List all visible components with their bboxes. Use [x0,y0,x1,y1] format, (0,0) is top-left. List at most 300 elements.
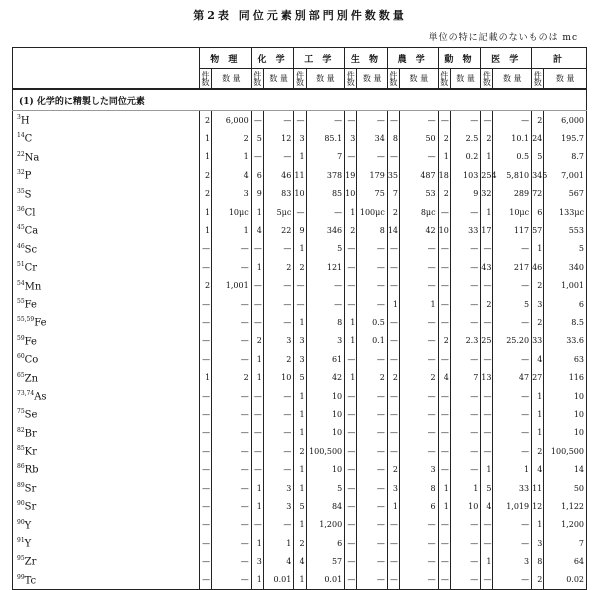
amount-cell: 195.7 [544,129,587,147]
amount-cell: 47 [493,368,532,386]
amount-cell: — [493,277,532,295]
amount-cell: 3 [212,185,252,203]
section-row [13,89,587,111]
count-cell: — [199,552,211,570]
count-cell: — [481,313,493,331]
mass-number: 89 [17,481,25,489]
amount-cell: 100,500 [544,442,587,460]
table-row [13,148,587,166]
amount-cell: — [493,387,532,405]
amount-cell: — [212,442,252,460]
count-cell: 14 [387,221,399,239]
mass-number: 60 [17,353,25,361]
element-symbol: Cr [24,262,38,274]
amount-cell: — [357,442,387,460]
count-cell: — [438,405,450,423]
amount-cell: 5 [306,240,345,258]
amount-cell: 1 [263,534,293,552]
count-cell: 32 [481,185,493,203]
amount-cell: — [450,350,480,368]
count-cell: — [199,534,211,552]
amount-cell: 2 [263,350,293,368]
amount-cell: — [450,295,480,313]
count-cell: — [481,516,493,534]
count-cell: 1 [199,203,211,221]
amount-cell: 0.01 [306,571,345,590]
isotope-cell [13,332,200,350]
amount-cell: 121 [306,258,345,276]
count-cell: — [294,277,306,295]
isotope-cell [13,442,200,460]
element-symbol: Fe [24,299,37,311]
amount-cell: 2 [357,368,387,386]
amount-cell: — [357,405,387,423]
count-cell: — [251,111,263,130]
mass-number: 55 [17,297,25,305]
table-row [13,460,587,478]
count-cell: — [251,148,263,166]
count-cell: 2 [199,277,211,295]
count-cell: — [199,405,211,423]
amount-cell: — [450,277,480,295]
amount-cell: 133μc [544,203,587,221]
mass-number: 86 [17,463,25,471]
mass-number: 35 [17,187,25,195]
count-cell: — [251,460,263,478]
count-cell: — [199,571,211,590]
count-cell: 1 [199,129,211,147]
count-cell: 1 [481,552,493,570]
mass-number: 14 [17,132,25,140]
mass-number: 55,59 [17,316,35,324]
amount-cell: — [212,571,252,590]
table-row [13,313,587,331]
count-cell: — [438,240,450,258]
count-cell: — [481,424,493,442]
subheader-amount: 数 量 [450,69,480,90]
amount-cell: 10μc [493,203,532,221]
amount-cell: — [450,405,480,423]
amount-cell: — [400,571,439,590]
subheader-amount: 数 量 [263,69,293,90]
unit-note: 単位の特に記載のないものは mc [428,33,578,43]
count-cell: 17 [481,221,493,239]
count-cell: — [438,277,450,295]
subheader-count: 件数 [481,69,493,90]
count-cell: 4 [294,552,306,570]
amount-cell: 1,001 [212,277,252,295]
amount-cell: — [212,552,252,570]
isotope-cell [13,368,200,386]
element-symbol: Zn [24,372,39,384]
count-cell: 1 [251,368,263,386]
isotope-cell [13,185,200,203]
element-symbol: Mn [24,280,42,292]
count-cell: 2 [387,203,399,221]
count-cell: — [199,479,211,497]
subheader-amount: 数 量 [212,69,252,90]
amount-cell: 33 [450,221,480,239]
count-cell: 4 [481,497,493,515]
amount-cell: 117 [493,221,532,239]
count-cell: 1 [251,203,263,221]
table-row [13,277,587,295]
count-cell: — [345,350,357,368]
count-cell: 1 [294,405,306,423]
amount-cell: 179 [357,166,387,184]
amount-cell: — [357,516,387,534]
count-cell: 1 [387,497,399,515]
mass-number: 59 [17,334,25,342]
element-symbol: Sc [24,244,38,256]
amount-cell: — [450,387,480,405]
amount-cell: — [263,405,293,423]
count-cell: 2 [251,332,263,350]
amount-cell: — [400,534,439,552]
count-cell: 1 [294,571,306,590]
count-cell: 4 [532,350,544,368]
count-cell: — [438,258,450,276]
count-cell: — [438,552,450,570]
count-cell: — [345,148,357,166]
count-cell: 1 [481,148,493,166]
amount-cell: 8μc [400,203,439,221]
count-cell: — [199,240,211,258]
count-cell: 1 [251,534,263,552]
count-cell: 2 [199,185,211,203]
isotope-cell [13,534,200,552]
element-symbol: Ca [24,225,39,237]
amount-cell: — [400,111,439,130]
count-cell: 10 [345,185,357,203]
count-cell: — [438,516,450,534]
column-header-6: 医 学 [481,48,532,69]
isotope-cell [13,516,200,534]
amount-cell: — [400,552,439,570]
count-cell: 1 [345,332,357,350]
amount-cell: — [212,332,252,350]
amount-cell: 2 [212,368,252,386]
count-cell: 35 [387,166,399,184]
count-cell: 1 [294,148,306,166]
amount-cell: 7 [450,368,480,386]
table-row [13,166,587,184]
table-row [13,240,587,258]
count-cell: — [199,258,211,276]
count-cell: — [345,277,357,295]
amount-cell: — [212,516,252,534]
amount-cell: 8 [400,479,439,497]
count-cell: — [438,111,450,130]
count-cell: — [199,442,211,460]
amount-cell: 10 [263,368,293,386]
amount-cell: 0.5 [357,313,387,331]
amount-cell: 2 [400,368,439,386]
mass-number: 65 [17,371,25,379]
amount-cell: — [306,111,345,130]
element-symbol: Cl [24,207,36,219]
amount-cell: 8 [306,313,345,331]
count-cell: 1 [294,460,306,478]
count-cell: — [387,258,399,276]
amount-cell: 53 [400,185,439,203]
isotope-cell [13,258,200,276]
subheader-count: 件数 [345,69,357,90]
count-cell: 11 [294,166,306,184]
amount-cell: — [400,313,439,331]
count-cell: — [481,350,493,368]
amount-cell: 4 [263,552,293,570]
amount-cell: — [306,203,345,221]
count-cell: 8 [387,129,399,147]
subheader-amount: 数 量 [306,69,345,90]
count-cell: — [345,552,357,570]
count-cell: — [199,516,211,534]
isotope-cell [13,313,200,331]
element-symbol: Y [24,538,32,550]
isotope-cell [13,129,200,147]
count-cell: — [387,405,399,423]
amount-cell: — [400,424,439,442]
count-cell: 1 [532,387,544,405]
subheader-count: 件数 [294,69,306,90]
subheader-count: 件数 [199,69,211,90]
isotope-cell [13,405,200,423]
amount-cell: — [493,534,532,552]
table-row [13,350,587,368]
amount-cell: — [212,387,252,405]
element-symbol: Br [24,428,37,439]
amount-cell: — [400,516,439,534]
amount-cell: 84 [306,497,345,515]
section-label: (1) 化学的に精製した同位元素 [13,89,587,111]
column-header-7: 計 [532,48,587,69]
count-cell: 1 [387,295,399,313]
count-cell: — [387,534,399,552]
table-row [13,424,587,442]
element-symbol: Rb [24,464,39,476]
table-row [13,129,587,147]
count-cell: 1 [251,350,263,368]
count-cell: — [199,332,211,350]
count-cell: 46 [532,258,544,276]
count-cell: — [481,111,493,130]
count-cell: — [438,460,450,478]
amount-cell: — [357,424,387,442]
count-cell: — [345,479,357,497]
table-row [13,332,587,350]
count-cell: 2 [345,221,357,239]
count-cell: — [251,387,263,405]
amount-cell: 116 [544,368,587,386]
amount-cell: — [263,240,293,258]
amount-cell: 3 [493,552,532,570]
count-cell: 9 [251,185,263,203]
mass-number: 22 [17,150,25,158]
amount-cell: — [450,313,480,331]
amount-cell: 1 [212,221,252,239]
amount-cell: 14 [544,460,587,478]
count-cell: — [345,460,357,478]
amount-cell: 8 [357,221,387,239]
count-cell: 3 [251,552,263,570]
amount-cell: — [263,387,293,405]
amount-cell: — [263,516,293,534]
isotope-cell [13,497,200,515]
amount-cell: — [357,350,387,368]
amount-cell: 9 [450,185,480,203]
count-cell: — [345,571,357,590]
isotope-cell [13,350,200,368]
count-cell: — [387,516,399,534]
amount-cell: 487 [400,166,439,184]
count-cell: — [345,258,357,276]
amount-cell: — [263,148,293,166]
table-row [13,552,587,570]
subheader-count: 件数 [251,69,263,90]
count-cell: 43 [481,258,493,276]
count-cell: — [251,405,263,423]
amount-cell: — [357,460,387,478]
element-symbol: S [24,188,32,200]
count-cell: 2 [294,442,306,460]
amount-cell: 10 [544,405,587,423]
amount-cell: — [357,295,387,313]
count-cell: — [387,552,399,570]
count-cell: — [387,350,399,368]
count-cell: 2 [532,313,544,331]
amount-cell: — [450,258,480,276]
count-cell: 2 [294,534,306,552]
amount-cell: — [212,313,252,331]
amount-cell: 61 [306,350,345,368]
amount-cell: 42 [400,221,439,239]
amount-cell: 85 [306,185,345,203]
amount-cell: 10 [306,405,345,423]
mass-number: 45 [17,224,25,232]
amount-cell: 6,000 [212,111,252,130]
amount-cell: — [400,148,439,166]
amount-cell: 57 [306,552,345,570]
element-symbol: Sr [24,483,37,495]
amount-cell: 1 [212,148,252,166]
amount-cell: 3 [400,460,439,478]
isotope-cell [13,166,200,184]
amount-cell: — [400,405,439,423]
count-cell: — [438,387,450,405]
count-cell: 4 [532,460,544,478]
amount-cell: 0.2 [450,148,480,166]
count-cell: 5 [294,497,306,515]
column-header-3: 生 物 [345,48,388,69]
amount-cell: — [450,203,480,221]
element-symbol: Y [24,519,32,531]
count-cell: 5 [294,368,306,386]
isotope-table [12,47,587,590]
isotope-cell [13,571,200,590]
amount-cell: — [357,148,387,166]
count-cell: — [481,240,493,258]
count-cell: 2 [532,111,544,130]
count-cell: — [481,571,493,590]
count-cell: 1 [251,258,263,276]
amount-cell: 3 [263,479,293,497]
isotope-cell [13,387,200,405]
amount-cell: — [400,350,439,368]
count-cell: 3 [532,534,544,552]
count-cell: 1 [294,516,306,534]
count-cell: 6 [532,203,544,221]
amount-cell: 50 [544,479,587,497]
amount-cell: 63 [544,350,587,368]
count-cell: — [251,424,263,442]
element-symbol: Na [24,152,40,164]
amount-cell: 103 [450,166,480,184]
column-header-5: 動 物 [438,48,481,69]
amount-cell: 34 [357,129,387,147]
count-cell: 2 [387,368,399,386]
amount-cell: 42 [306,368,345,386]
amount-cell: 289 [493,185,532,203]
element-symbol: Se [24,409,38,421]
amount-cell: — [450,571,480,590]
count-cell: 18 [438,166,450,184]
isotope-cell [13,460,200,478]
amount-cell: — [493,405,532,423]
count-cell: 11 [532,479,544,497]
amount-cell: 25.20 [493,332,532,350]
count-cell: 1 [532,405,544,423]
amount-cell: 2.3 [450,332,480,350]
count-cell: — [199,350,211,368]
column-header-0: 物 理 [199,48,251,69]
count-cell: — [438,313,450,331]
subheader-amount: 数 量 [493,69,532,90]
amount-cell: 2 [263,258,293,276]
element-symbol: H [20,115,30,127]
count-cell: 2 [532,571,544,590]
count-cell: 3 [345,129,357,147]
amount-cell: 85.1 [306,129,345,147]
amount-cell: 22 [263,221,293,239]
amount-cell: — [263,424,293,442]
table-row [13,111,587,130]
count-cell: 6 [251,166,263,184]
mass-number: 85 [17,445,25,453]
count-cell: 1 [199,148,211,166]
isotope-cell [13,479,200,497]
count-cell: 5 [532,148,544,166]
subheader-amount: 数 量 [544,69,587,90]
table-body [13,89,587,590]
amount-cell: — [493,571,532,590]
subheader-amount: 数 量 [400,69,439,90]
amount-cell: — [357,497,387,515]
count-cell: 72 [532,185,544,203]
amount-cell: 5,810 [493,166,532,184]
count-cell: 1 [438,148,450,166]
count-cell: — [481,387,493,405]
amount-cell: — [357,111,387,130]
amount-cell: — [212,479,252,497]
amount-cell: — [357,534,387,552]
table-row [13,368,587,386]
amount-cell: — [263,111,293,130]
count-cell: — [199,295,211,313]
mass-number: 99 [17,573,25,581]
amount-cell: 5 [544,240,587,258]
count-cell: 1 [251,497,263,515]
